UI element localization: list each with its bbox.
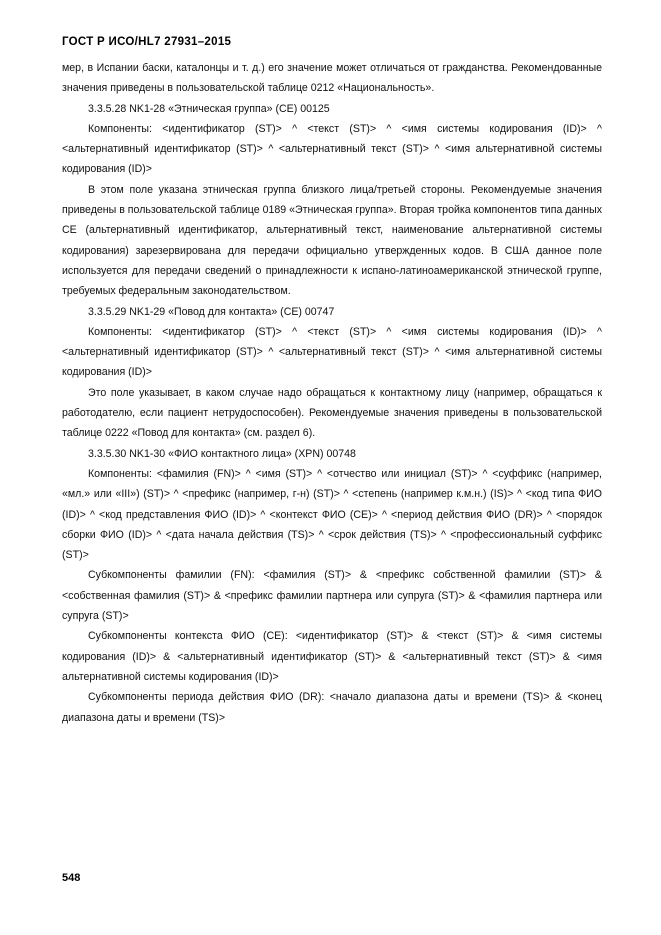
section-heading-3-3-5-29: 3.3.5.29 NK1-29 «Повод для контакта» (CE) 00747 [88, 305, 335, 318]
paragraph: Это поле указывает, в каком случае надо обращаться к контактному лицу (например, обращаться к работодателю, если пациент нетрудоспособен). Рекомендуемые значения приведены в пользовательской таблице 0222 «Повод для контакта» (см. раздел 6). [62, 386, 602, 440]
paragraph: Субкомпоненты контекста ФИО (CE): <идентификатор (ST)> & <текст (ST)> & <имя системы кодирования (ID)> & <альтернативный идентификатор (ST)> & <альтернативный текст (ST)> & <имя альтернативной системы кодирования (ID)> [62, 630, 602, 683]
paragraph: Субкомпоненты фамилии (FN): <фамилия (ST)> & <префикс собственной фамилии (ST)> & <собственная фамилия (ST)> & <префикс фамилии партнера или супруга (ST)> & <фамилия партнера или супруга (ST)> [62, 569, 602, 623]
paragraph: Компоненты: <идентификатор (ST)> ^ <текст (ST)> ^ <имя системы кодирования (ID)> ^ <альтернативный идентификатор (ST)> ^ <альтернативный текст (ST)> ^ <имя альтернативной системы кодирования (ID)> [62, 325, 602, 379]
section-heading-3-3-5-28: 3.3.5.28 NK1-28 «Этническая группа» (CE) 00125 [88, 102, 330, 115]
page-number: 548 [62, 872, 81, 884]
paragraph: В этом поле указана этническая группа близкого лица/третьей стороны. Рекомендуемые значения приведены в пользовательской таблице 0189 «Этническая группа». Вторая тройка компонентов типа данных CE (альтернативный идентификатор, альтернативный текст, наименование альтернативной системы кодирования) зарезервирована для передачи официально утвержденных кодов. В США данное поле используется для передачи сведений о принадлежности к испано-латиноамериканской этнической группе, требуемых федеральным законодательством. [62, 183, 602, 298]
paragraph: мер, в Испании баски, каталонцы и т. д.) его значение может отличаться от гражданства. Рекомендованные значения приведены в пользовательской таблице 0212 «Национальность». [62, 62, 602, 95]
paragraph: Компоненты: <идентификатор (ST)> ^ <текст (ST)> ^ <имя системы кодирования (ID)> ^ <альтернативный идентификатор (ST)> ^ <альтернативный текст (ST)> ^ <имя альтернативной системы кодирования (ID)> [62, 122, 602, 176]
page-header: ГОСТ Р ИСО/HL7 27931–2015 [62, 36, 232, 48]
section-heading-3-3-5-30: 3.3.5.30 NK1-30 «ФИО контактного лица» (XPN) 00748 [88, 447, 356, 460]
paragraph: Субкомпоненты периода действия ФИО (DR): <начало диапазона даты и времени (TS)> & <конец диапазона даты и времени (TS)> [62, 691, 602, 724]
paragraph: Компоненты: <фамилия (FN)> ^ <имя (ST)> ^ <отчество или инициал (ST)> ^ <суффикс (например, «мл.» или «III») (ST)> ^ <префикс (например, г-н) (ST)> ^ <степень (например к.м.н.) (IS)> ^ <код типа ФИО (ID)> ^ <код представления ФИО (ID)> ^ <контекст ФИО (CE)> ^ <период действия ФИО (DR)> ^ <порядок сборки ФИО (ID)> ^ <дата начала действия (TS)> ^ <срок действия (TS)> ^ <профессиональный суффикс (ST)> [62, 467, 602, 562]
page-body [62, 58, 602, 728]
